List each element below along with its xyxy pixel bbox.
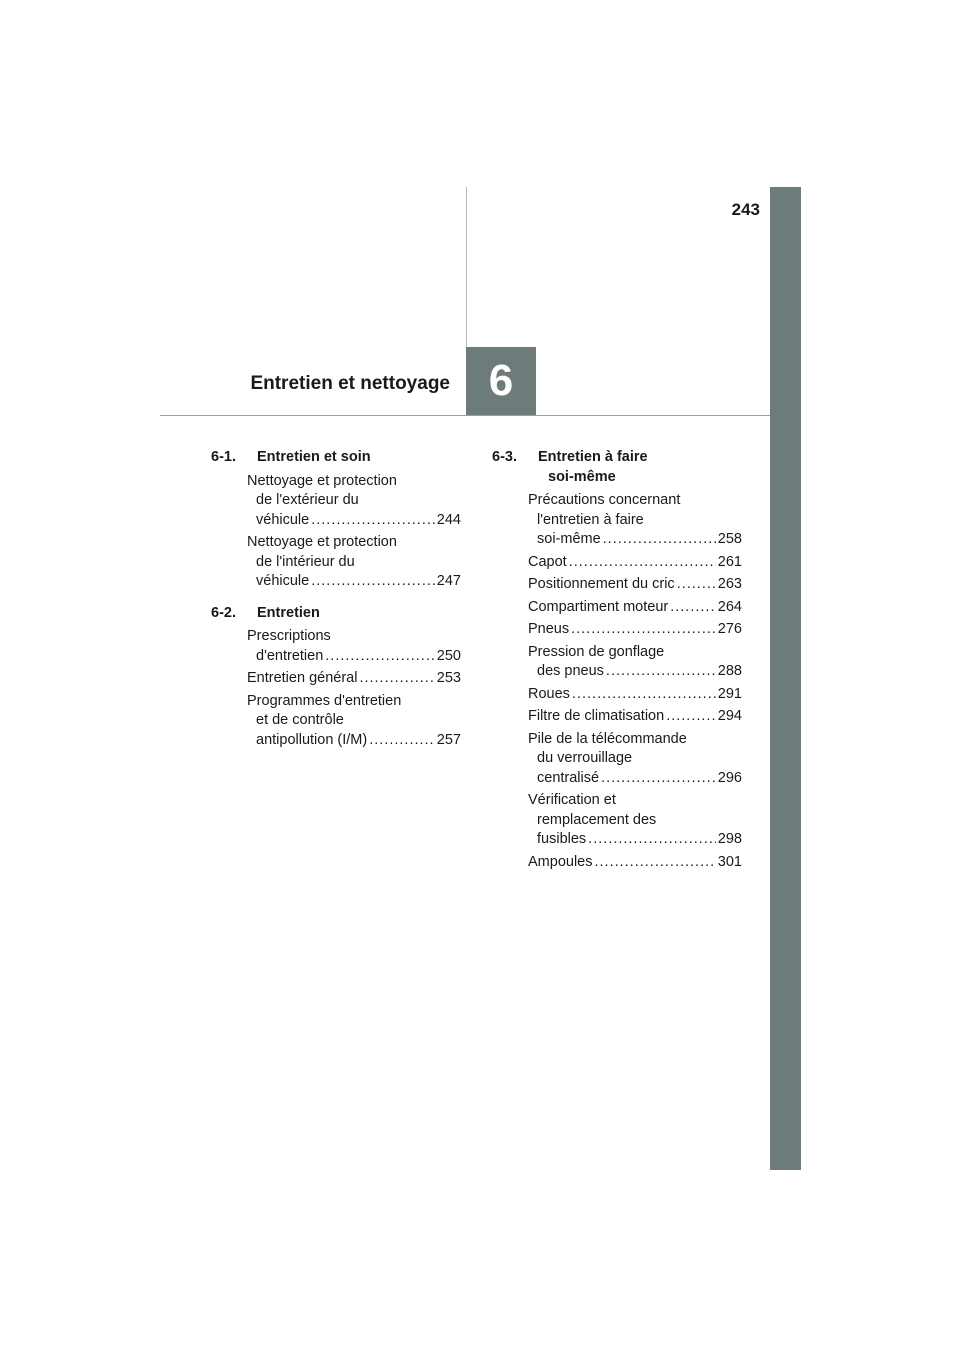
section-title: [247, 448, 461, 468]
entry-last-line: [528, 662, 742, 682]
chapter-title: Entretien et nettoyage: [250, 373, 450, 394]
entry-page-number: 263: [717, 576, 742, 592]
toc-entry[interactable]: [528, 620, 742, 640]
entry-text-line: Pneus: [528, 621, 570, 637]
dot-leader: [359, 669, 434, 689]
dot-leader: [572, 685, 716, 705]
toc-entry[interactable]: [528, 491, 742, 550]
dot-leader: [666, 707, 716, 727]
toc-column-right: [492, 448, 742, 884]
entry-page-number: 291: [717, 685, 742, 702]
entry-last-line: [247, 511, 461, 531]
entry-last-line: [247, 647, 461, 667]
entry-text-line: Pression de gonflage: [528, 643, 665, 660]
toc-entry[interactable]: [528, 575, 742, 595]
entry-page-number: 258: [717, 531, 742, 547]
entry-text-line: Compartiment moteur: [528, 598, 669, 615]
entry-text-line: remplacement des: [537, 811, 657, 828]
entry-last-line: [528, 769, 742, 789]
dot-leader: [311, 572, 435, 592]
entry-page-number: 247: [436, 573, 461, 589]
entry-page-number: 296: [717, 769, 742, 786]
chapter-number-box: 6: [466, 347, 536, 415]
entry-text-line: Vérification et: [528, 792, 616, 808]
entry-text-line: antipollution (I/M): [256, 731, 368, 748]
toc-entry[interactable]: [247, 472, 461, 531]
dot-leader: [571, 620, 716, 640]
entry-text-line: véhicule: [256, 573, 310, 589]
dot-leader: [603, 530, 716, 550]
entry-last-line: [528, 598, 742, 618]
section-heading: [211, 604, 461, 624]
section-number: 6-1.: [211, 449, 236, 465]
toc-section: [492, 448, 742, 872]
entry-last-line: [528, 553, 742, 573]
section-title: [247, 604, 461, 624]
toc-entry[interactable]: [528, 643, 742, 682]
entry-page-number: 244: [436, 511, 461, 528]
toc-entry[interactable]: [247, 669, 461, 689]
entry-text-line: du verrouillage: [537, 750, 633, 766]
entry-text-line: fusibles: [537, 831, 587, 847]
section-title-line: Entretien à faire: [538, 449, 648, 465]
section-title: [528, 448, 742, 487]
entry-text-line: Programmes d'entretien: [247, 692, 402, 709]
toc-entry[interactable]: [528, 598, 742, 618]
dot-leader: [677, 575, 716, 595]
entry-page-number: 257: [436, 731, 461, 748]
toc-entry[interactable]: [247, 533, 461, 592]
dot-leader: [325, 647, 435, 667]
vertical-divider: [466, 187, 467, 347]
section-heading: [211, 448, 461, 468]
chapter-side-tab: [770, 187, 801, 1170]
entry-text-line: Précautions concernant: [528, 492, 681, 508]
section-number: 6-3.: [492, 449, 517, 465]
toc-entry[interactable]: [528, 853, 742, 873]
section-number: 6-2.: [211, 604, 236, 621]
page-number: 243: [731, 200, 760, 219]
dot-leader: [606, 662, 716, 682]
toc-entry[interactable]: [528, 730, 742, 789]
entry-page-number: 250: [436, 647, 461, 664]
entry-text-line: centralisé: [537, 769, 600, 786]
section-title-line: Entretien: [257, 604, 320, 621]
entry-page-number: 294: [717, 708, 742, 724]
entry-text-line: Entretien général: [247, 670, 358, 686]
entry-last-line: [528, 853, 742, 873]
toc-entry[interactable]: [528, 685, 742, 705]
dot-leader: [569, 553, 716, 573]
entry-text-line: Roues: [528, 685, 570, 702]
entry-text-line: Pile de la télécommande: [528, 730, 687, 747]
section-heading: [492, 448, 742, 487]
entry-text-line: Nettoyage et protection: [247, 534, 397, 550]
entry-page-number: 276: [717, 621, 742, 637]
toc-entry[interactable]: [528, 707, 742, 727]
dot-leader: [594, 853, 715, 873]
entry-last-line: [247, 731, 461, 751]
toc-entry[interactable]: [247, 627, 461, 666]
entry-last-line: [528, 830, 742, 850]
entry-page-number: 264: [717, 598, 742, 615]
entry-last-line: [247, 669, 461, 689]
entry-page-number: 261: [717, 553, 742, 570]
toc-section: [211, 448, 461, 592]
dot-leader: [588, 830, 716, 850]
toc-entry[interactable]: [247, 692, 461, 751]
dot-leader: [670, 598, 716, 618]
entry-page-number: 301: [717, 853, 742, 870]
entry-page-number: 298: [717, 831, 742, 847]
entry-text-line: Positionnement du cric: [528, 576, 675, 592]
entry-last-line: [247, 572, 461, 592]
section-title-line: Entretien et soin: [257, 449, 371, 465]
entry-page-number: 253: [436, 670, 461, 686]
entry-text-line: d'entretien: [256, 647, 324, 664]
entry-text-line: l'entretien à faire: [537, 511, 644, 528]
entry-text-line: Nettoyage et protection: [247, 472, 397, 489]
horizontal-divider: [160, 415, 770, 416]
entry-last-line: [528, 707, 742, 727]
entry-text-line: Capot: [528, 553, 567, 570]
entry-text-line: de l'extérieur du: [256, 492, 359, 508]
entry-text-line: des pneus: [537, 663, 604, 679]
toc-column-left: [211, 448, 461, 762]
entry-text-line: et de contrôle: [256, 712, 344, 728]
entry-text-line: véhicule: [256, 511, 310, 528]
dot-leader: [601, 769, 716, 789]
dot-leader: [311, 511, 435, 531]
section-title-line: soi-même: [548, 468, 616, 485]
entry-last-line: [528, 575, 742, 595]
toc-section: [211, 604, 461, 751]
entry-last-line: [528, 685, 742, 705]
entry-text-line: Ampoules: [528, 853, 593, 870]
dot-leader: [369, 731, 435, 751]
entry-text-line: soi-même: [537, 531, 601, 547]
toc-entry[interactable]: [528, 553, 742, 573]
entry-text-line: Prescriptions: [247, 628, 331, 644]
entry-last-line: [528, 620, 742, 640]
entry-text-line: Filtre de climatisation: [528, 708, 665, 724]
entry-page-number: 288: [717, 663, 742, 679]
toc-entry[interactable]: [528, 791, 742, 850]
entry-last-line: [528, 530, 742, 550]
entry-text-line: de l'intérieur du: [256, 553, 355, 570]
